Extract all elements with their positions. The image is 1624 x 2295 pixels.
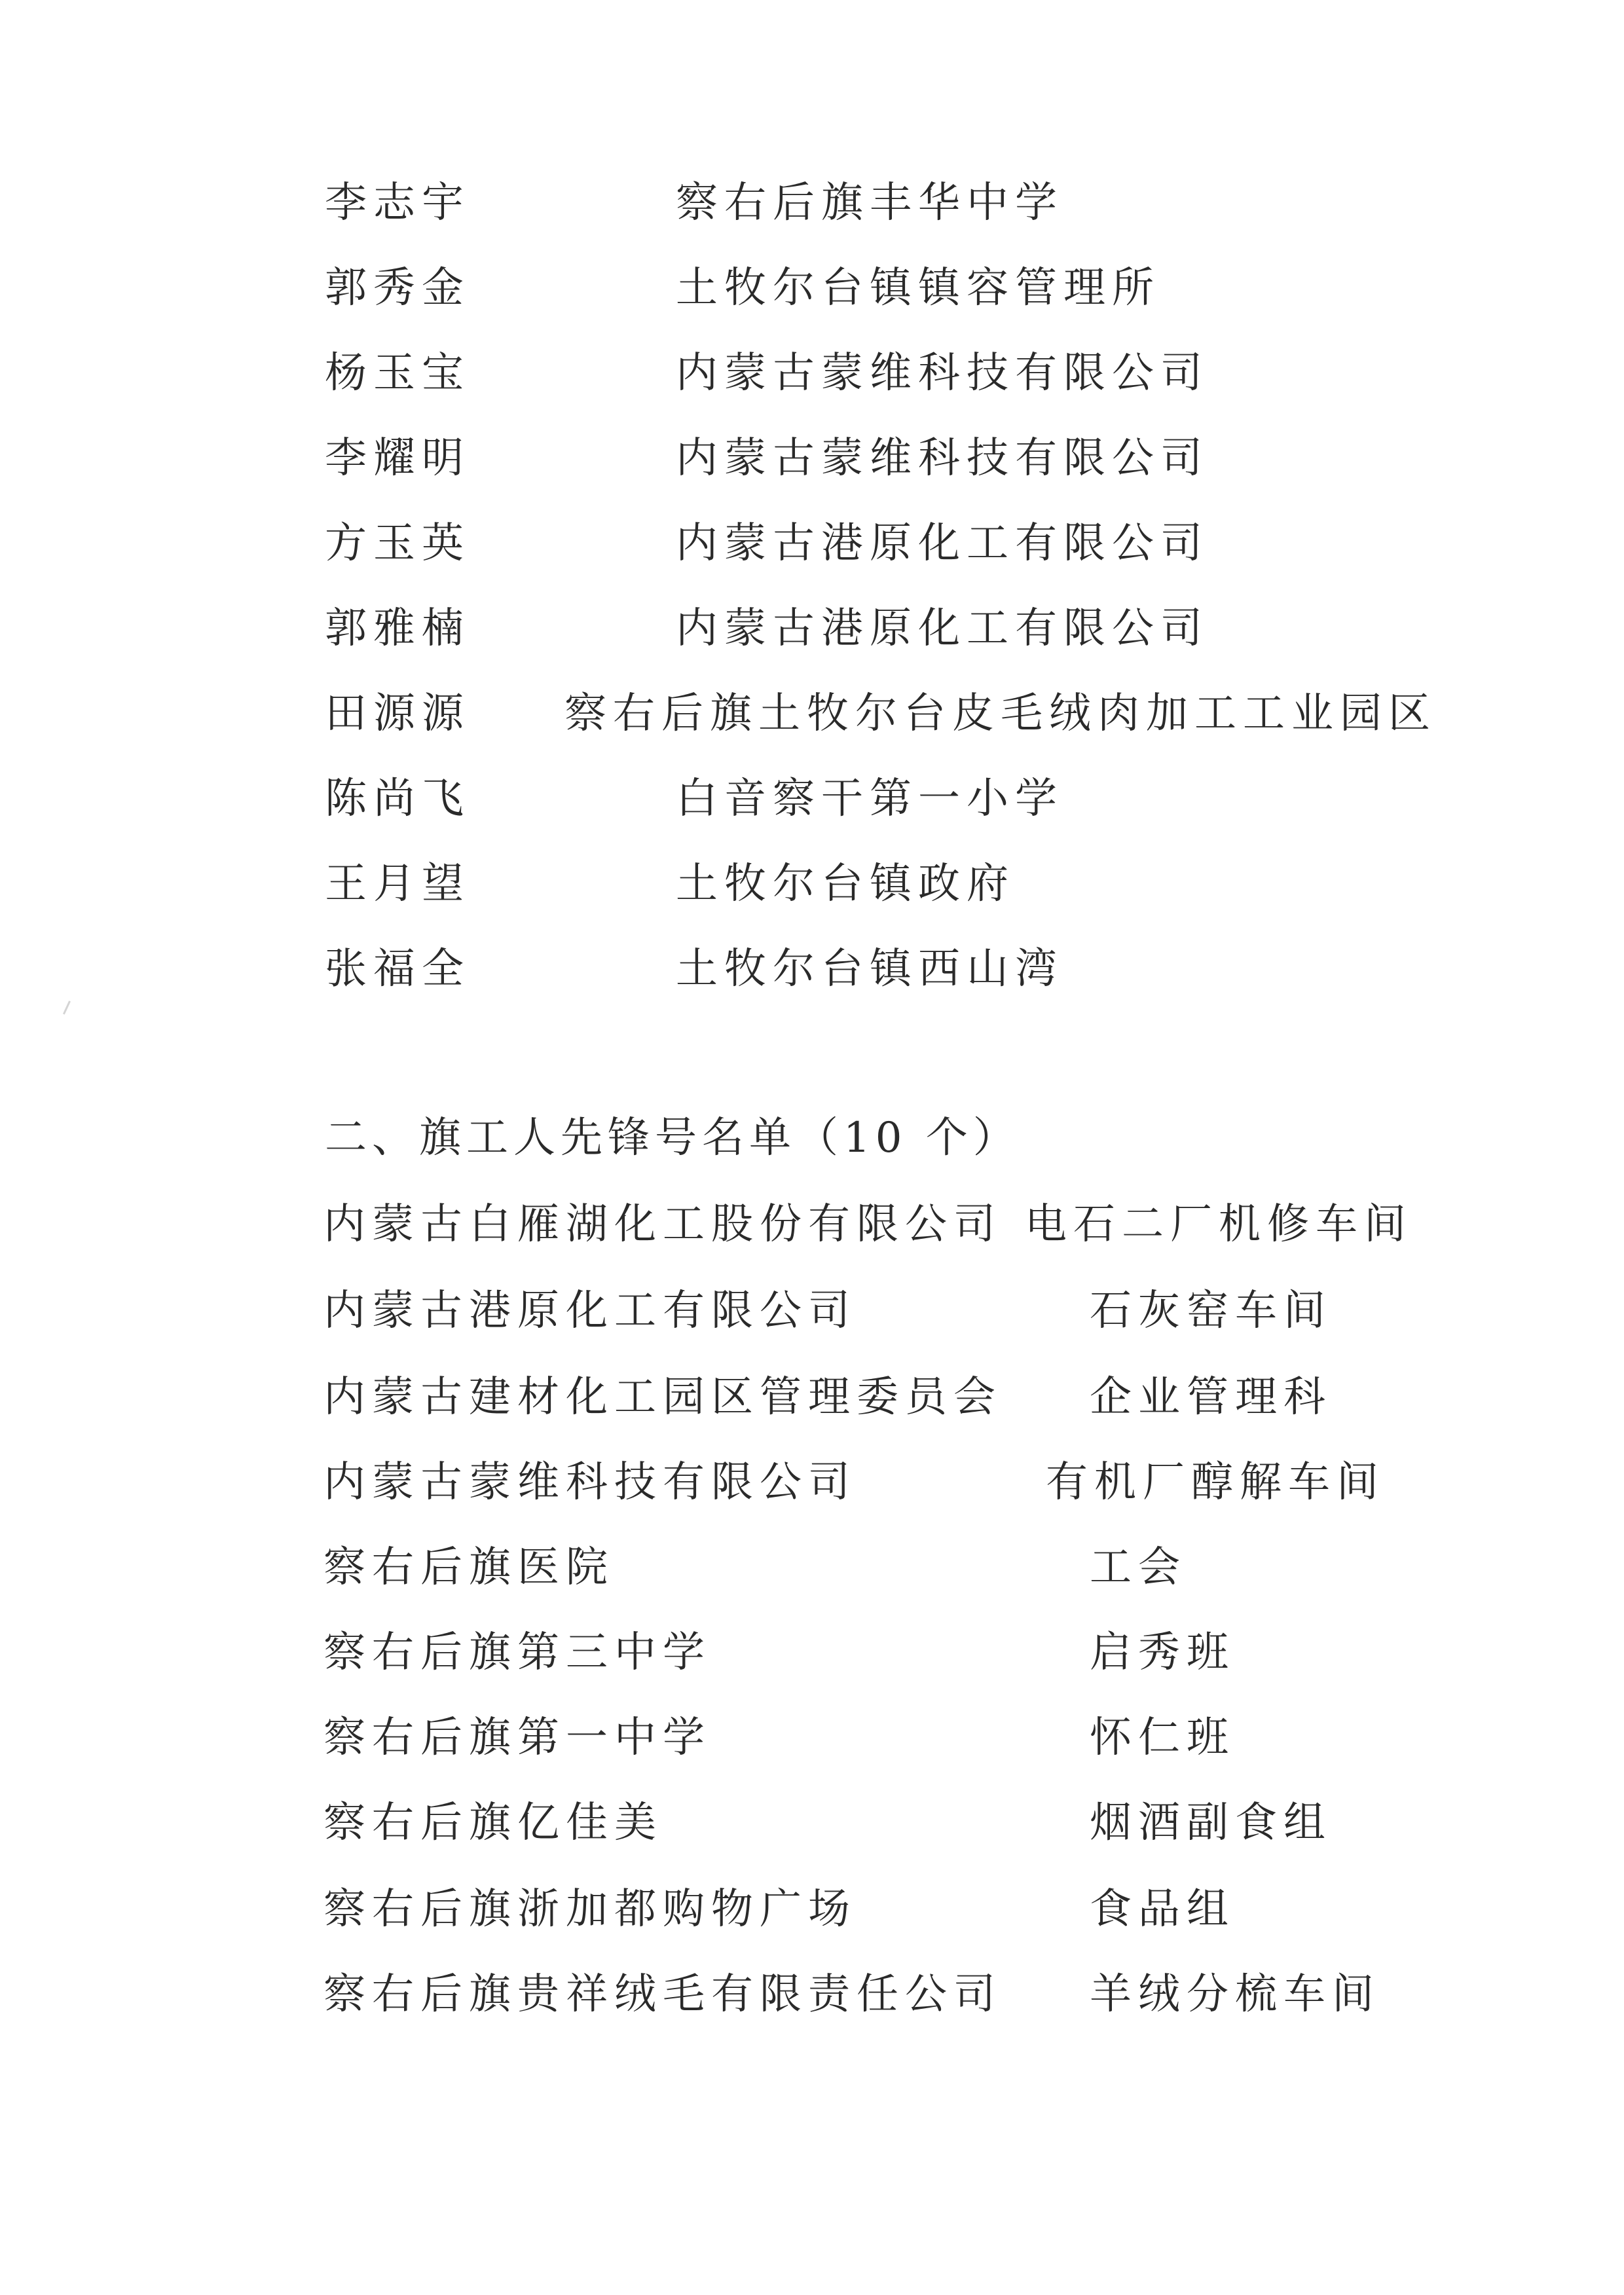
company-name: 察右后旗亿佳美 [323, 1799, 663, 1847]
person-name: 陈尚飞 [325, 775, 470, 823]
company-name: 内蒙古白雁湖化工股份有限公司 [323, 1200, 1002, 1249]
table-row [0, 1883, 1624, 1968]
company-name: 察右后旗贵祥绒毛有限责任公司 [323, 1970, 1002, 2019]
table-row [0, 1712, 1624, 1797]
person-name: 张福全 [325, 945, 470, 993]
department-name: 烟酒副食组 [1090, 1799, 1332, 1847]
table-row [0, 1456, 1624, 1541]
section-heading: 二、旗工人先锋号名单（10 个） [325, 1114, 1020, 1162]
table-row [0, 1285, 1624, 1370]
department-name: 有机厂醇解车间 [1046, 1458, 1385, 1507]
department-name: 怀仁班 [1090, 1714, 1235, 1762]
department-name: 电石二厂机修车间 [1025, 1200, 1412, 1249]
person-org: 土牧尔台镇镇容管理所 [676, 264, 1160, 312]
person-name: 杨玉宝 [325, 349, 470, 397]
table-row [0, 1968, 1624, 2053]
list-item [0, 858, 1624, 943]
table-row [0, 1797, 1624, 1882]
person-org: 内蒙古蒙维科技有限公司 [676, 434, 1209, 483]
list-item [0, 177, 1624, 262]
table-row [0, 1541, 1624, 1626]
company-name: 内蒙古蒙维科技有限公司 [323, 1458, 857, 1507]
company-name: 察右后旗第一中学 [323, 1714, 711, 1762]
list-item [0, 773, 1624, 858]
person-org: 土牧尔台镇政府 [676, 860, 1015, 908]
person-name: 田源源 [325, 689, 470, 738]
person-name: 王月望 [325, 860, 470, 908]
department-name: 石灰窑车间 [1090, 1287, 1332, 1335]
person-name: 方玉英 [325, 519, 470, 568]
company-name: 内蒙古建材化工园区管理委员会 [323, 1373, 1002, 1422]
company-name: 察右后旗浙加都购物广场 [323, 1885, 857, 1934]
list-item [0, 432, 1624, 517]
company-name: 察右后旗医院 [323, 1543, 614, 1592]
person-name: 李耀明 [325, 434, 470, 483]
list-item [0, 517, 1624, 602]
person-org: 察右后旗丰华中学 [676, 179, 1063, 227]
person-name: 李志宇 [325, 179, 470, 227]
department-name: 工会 [1090, 1543, 1187, 1592]
list-item [0, 602, 1624, 688]
person-org: 察右后旗土牧尔台皮毛绒肉加工工业园区 [564, 689, 1437, 738]
department-name: 食品组 [1090, 1885, 1235, 1934]
person-name: 郭秀金 [325, 264, 470, 312]
company-name: 察右后旗第三中学 [323, 1628, 711, 1677]
list-item [0, 347, 1624, 432]
person-org: 内蒙古蒙维科技有限公司 [676, 349, 1209, 397]
table-row [0, 1198, 1624, 1283]
department-name: 羊绒分梳车间 [1090, 1970, 1380, 2019]
table-row [0, 1371, 1624, 1456]
list-item [0, 943, 1624, 1028]
list-item [0, 688, 1624, 773]
department-name: 企业管理科 [1090, 1373, 1332, 1422]
company-name: 内蒙古港原化工有限公司 [323, 1287, 857, 1335]
department-name: 启秀班 [1090, 1628, 1235, 1677]
person-org: 内蒙古港原化工有限公司 [676, 604, 1209, 653]
table-row [0, 1626, 1624, 1712]
person-org: 内蒙古港原化工有限公司 [676, 519, 1209, 568]
list-item [0, 262, 1624, 347]
person-org: 土牧尔台镇西山湾 [676, 945, 1063, 993]
person-name: 郭雅楠 [325, 604, 470, 653]
person-org: 白音察干第一小学 [676, 775, 1063, 823]
